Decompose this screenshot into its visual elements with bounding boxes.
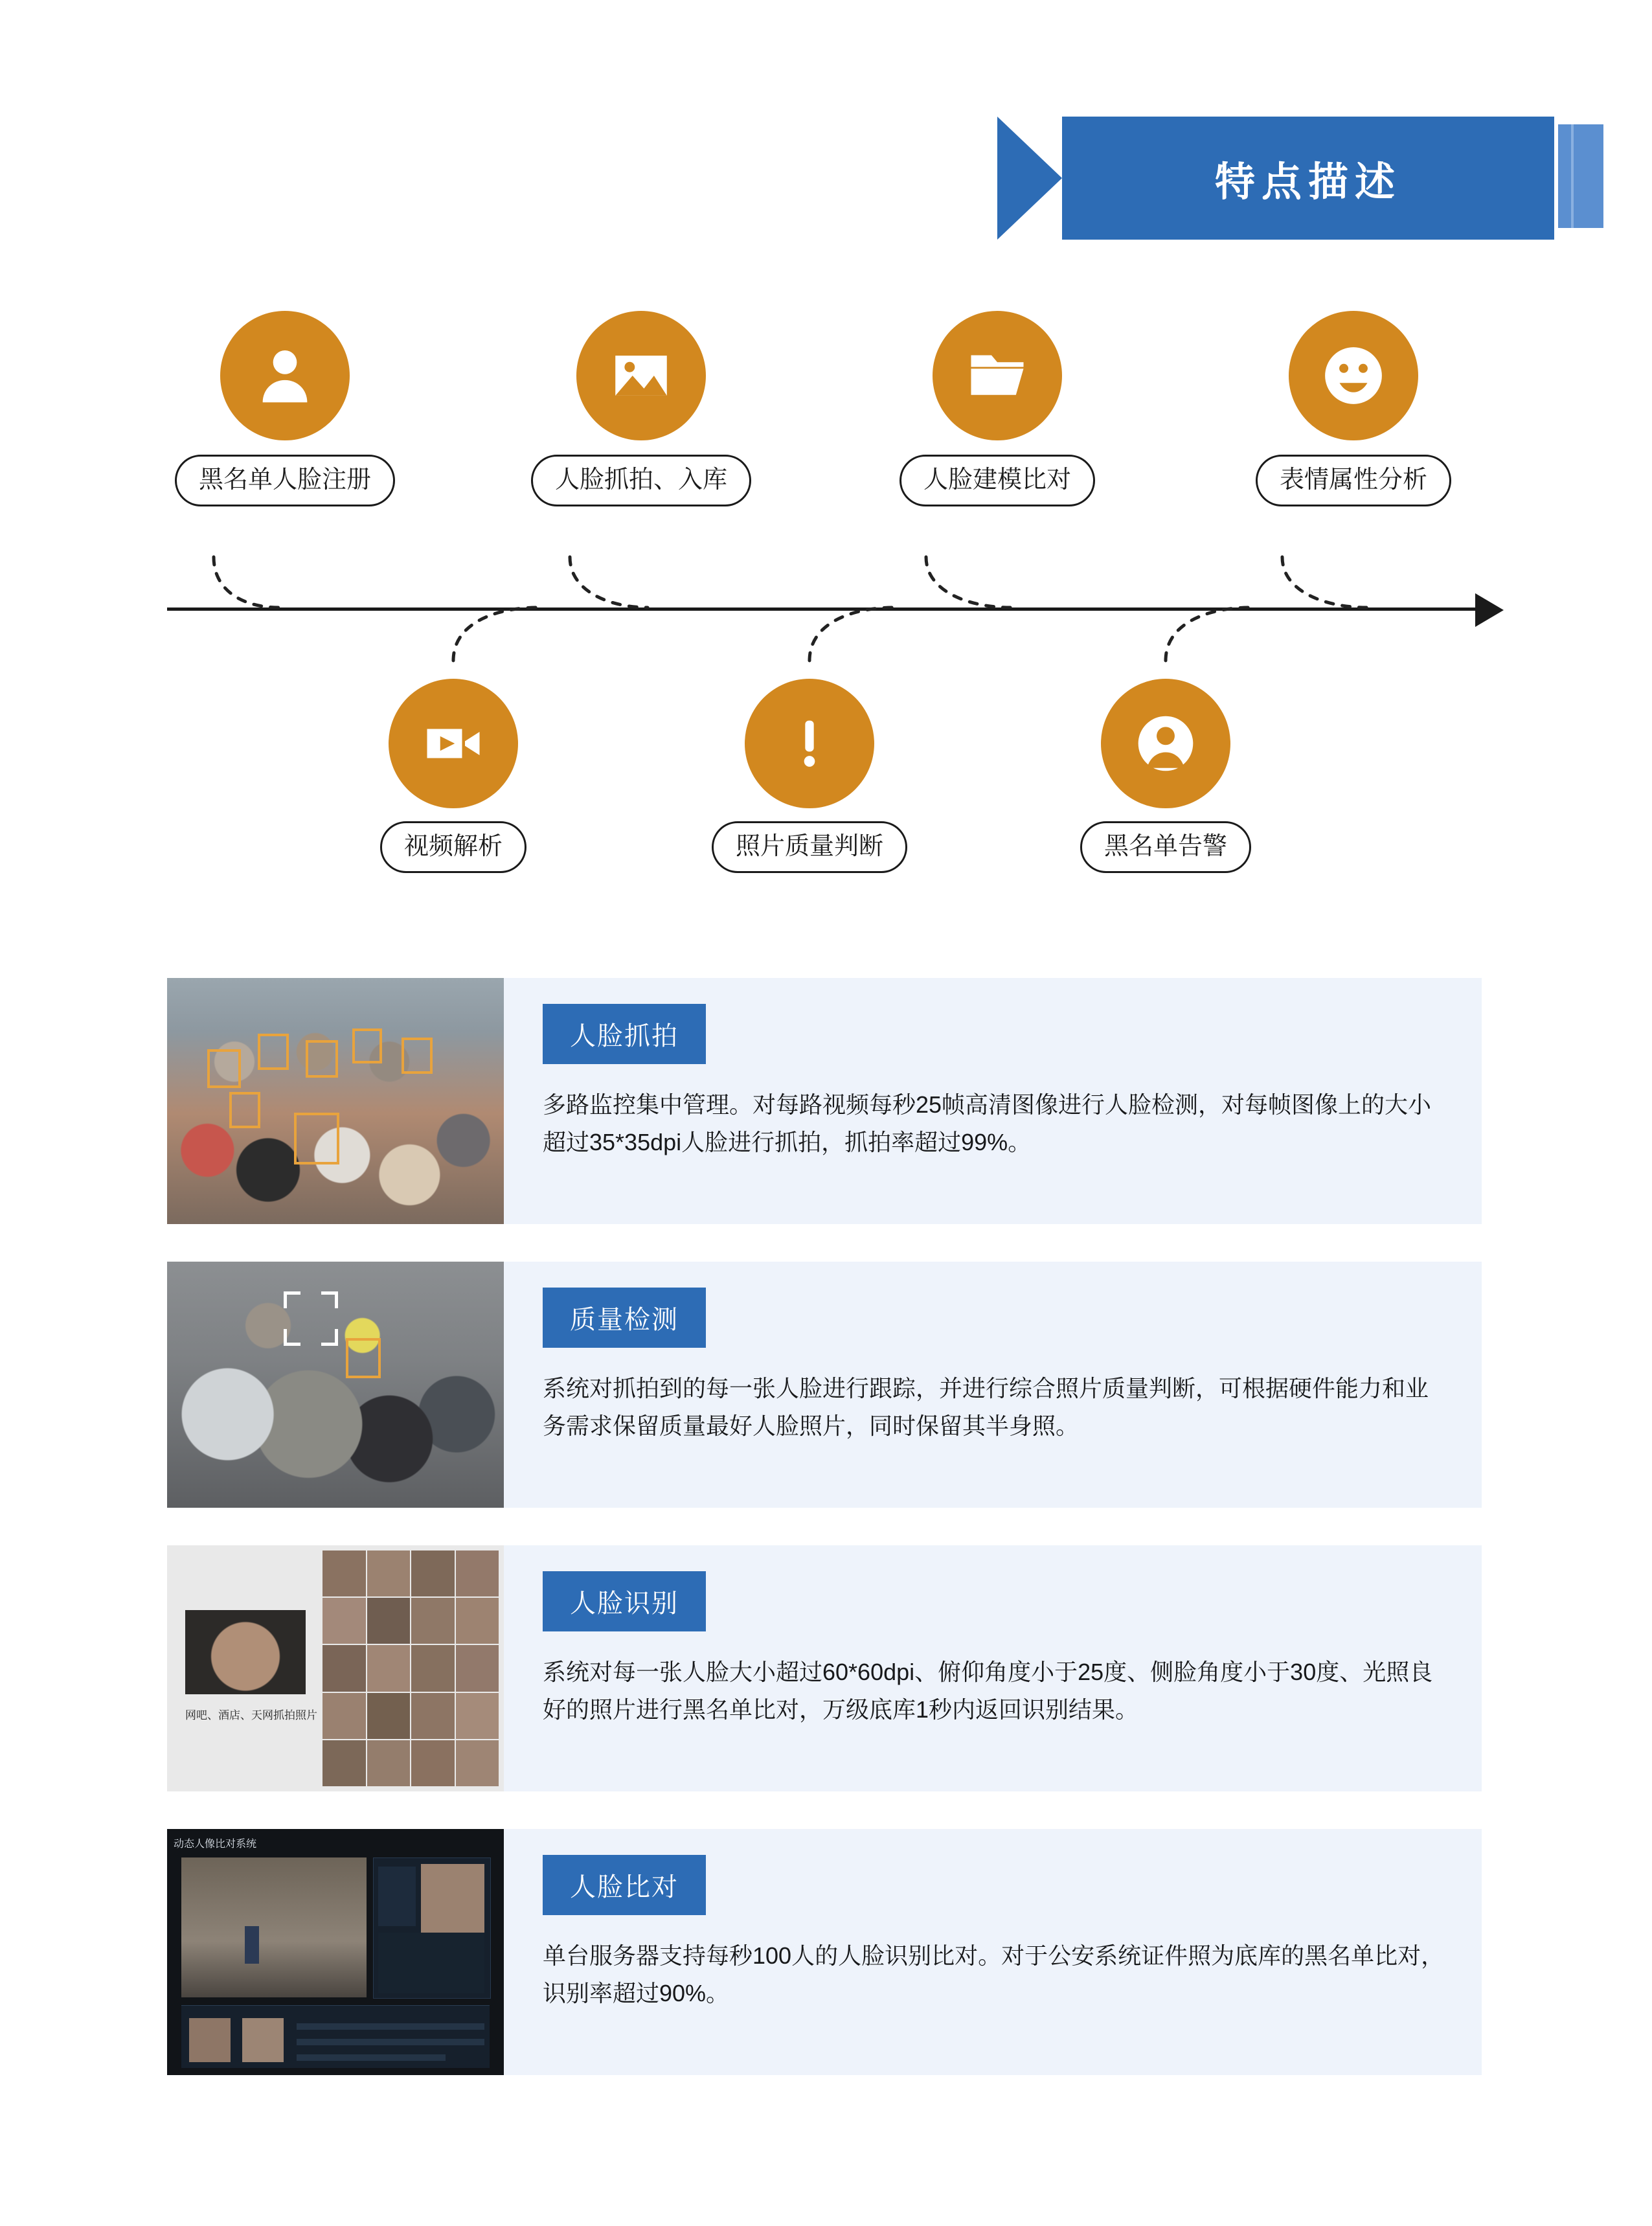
feature-row	[0, 978, 1652, 1231]
feature-list	[0, 978, 1652, 2113]
timeline-label-1: 人脸抓拍、入库	[531, 455, 751, 506]
face-alert-icon	[1101, 679, 1230, 808]
feature-content	[543, 1571, 1449, 1729]
video-play-icon	[389, 679, 518, 808]
feature-row	[0, 1829, 1652, 2082]
banner-side-tab-line	[1571, 124, 1574, 228]
folder-icon	[933, 311, 1062, 440]
timeline-axis	[167, 608, 1482, 611]
banner-side-tab	[1554, 124, 1603, 228]
banner-notch	[997, 117, 1062, 240]
feature-tag: 质量检测	[543, 1288, 706, 1348]
feature-content	[543, 1004, 1449, 1162]
timeline-label-4: 视频解析	[380, 821, 526, 873]
timeline-node-6[interactable]	[1030, 679, 1302, 873]
thumb-caption: 动态人像比对系统	[174, 1839, 257, 1850]
timeline-node-1[interactable]	[505, 311, 777, 506]
timeline-node-3[interactable]	[1217, 311, 1489, 506]
feature-content	[543, 1288, 1449, 1446]
page-title: 特点描述	[1214, 159, 1401, 205]
timeline-node-2[interactable]	[861, 311, 1133, 506]
exclamation-icon	[745, 679, 874, 808]
crowd-face-capture-photo	[167, 978, 504, 1224]
smiley-face-icon	[1289, 311, 1418, 440]
street-crowd-tracking-photo	[167, 1262, 504, 1508]
timeline-label-2: 人脸建模比对	[900, 455, 1095, 506]
timeline-node-5[interactable]	[673, 679, 945, 873]
timeline-node-4[interactable]	[317, 679, 589, 873]
feature-tag: 人脸比对	[543, 1855, 706, 1915]
feature-description: 单台服务器支持每秒100人的人脸识别比对。对于公安系统证件照为底库的黑名单比对，识别率超过90%。	[543, 1942, 1445, 2007]
feature-row	[0, 1545, 1652, 1798]
feature-content	[543, 1855, 1449, 2013]
timeline-label-5: 照片质量判断	[712, 821, 907, 873]
timeline-arrow-head	[1475, 593, 1504, 627]
page-header-banner	[997, 117, 1600, 240]
timeline-label-6: 黑名单告警	[1080, 821, 1251, 873]
person-icon	[220, 311, 350, 440]
feature-description: 系统对抓拍到的每一张人脸进行跟踪，并进行综合照片质量判断，可根据硬件能力和业务需求保留质量最好人脸照片，同时保留其半身照。	[543, 1375, 1429, 1440]
feature-description: 系统对每一张人脸大小超过60*60dpi、俯仰角度小于25度、侧脸角度小于30度、光照良好的照片进行黑名单比对，万级底库1秒内返回识别结果。	[543, 1659, 1433, 1723]
feature-tag: 人脸抓拍	[543, 1004, 706, 1064]
feature-tag: 人脸识别	[543, 1571, 706, 1631]
feature-description: 多路监控集中管理。对每路视频每秒25帧高清图像进行人脸检测，对每帧图像上的大小超过35*35dpi人脸进行抓拍，抓拍率超过99%。	[543, 1091, 1432, 1156]
feature-row	[0, 1262, 1652, 1514]
timeline-label-3: 表情属性分析	[1256, 455, 1451, 506]
face-recognition-gallery-photo	[167, 1545, 504, 1791]
image-icon	[576, 311, 706, 440]
timeline-label-0: 黑名单人脸注册	[175, 455, 395, 506]
timeline-node-0[interactable]	[149, 311, 421, 506]
face-comparison-system-screenshot	[167, 1829, 504, 2075]
process-timeline	[0, 298, 1652, 913]
thumb-caption: 网吧、酒店、天网抓拍照片	[185, 1709, 317, 1721]
